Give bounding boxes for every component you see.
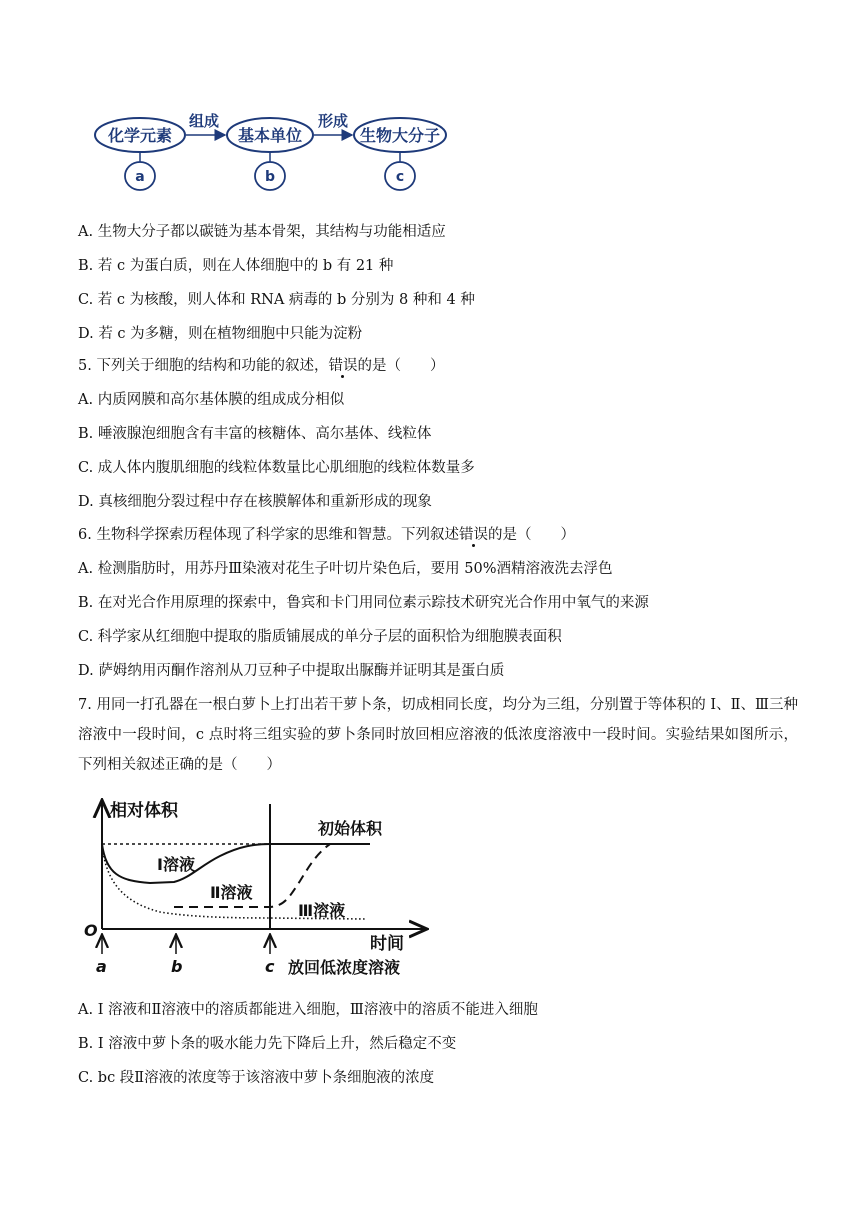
tag-b: b	[264, 169, 276, 185]
series-III-label: Ⅲ溶液	[298, 901, 346, 920]
q7-option-c: C. bc 段Ⅱ溶液的浓度等于该溶液中萝卜条细胞液的浓度	[78, 1070, 435, 1086]
concept-flow-diagram	[88, 108, 458, 198]
tick-a: a	[96, 957, 107, 976]
arrow-label-2: 形成	[317, 112, 349, 130]
q5-stem	[78, 356, 444, 376]
q5-stem-end: 的是（ ）	[357, 358, 445, 374]
series-I-label: I溶液	[157, 855, 195, 874]
y-axis-label: 相对体积	[110, 801, 178, 821]
node-label-a: 化学元素	[107, 126, 173, 145]
q5-option-b: B. 唾液腺泡细胞含有丰富的核糖体、高尔基体、线粒体	[78, 426, 432, 442]
q4-option-d: D. 若 c 为多糖，则在植物细胞中只能为淀粉	[78, 326, 363, 342]
q6-option-b: B. 在对光合作用原理的探索中，鲁宾和卡门用同位素示踪技术研究光合作用中氧气的来源	[78, 595, 649, 611]
tag-c: c	[395, 169, 405, 185]
q4-option-b: B. 若 c 为蛋白质，则在人体细胞中的 b 有 21 种	[78, 258, 394, 274]
initial-volume-label: 初始体积	[318, 819, 383, 838]
q4-option-c: C. 若 c 为核酸，则人体和 RNA 病毒的 b 分别为 8 种和 4 种	[78, 292, 475, 308]
node-label-c: 生物大分子	[359, 126, 441, 145]
tick-b: b	[171, 957, 183, 976]
tick-c: c	[265, 957, 275, 976]
volume-time-chart	[80, 796, 440, 986]
q6-option-d: D. 萨姆纳用丙酮作溶剂从刀豆种子中提取出脲酶并证明其是蛋白质	[78, 663, 505, 679]
q6-stem-end: 的是（ ）	[487, 527, 575, 543]
q6-stem	[78, 525, 575, 545]
q5-stem-text: 5. 下列关于细胞的结构和功能的叙述，	[78, 358, 329, 374]
q6-stem-text: 6. 生物科学探索历程体现了科学家的思维和智慧。下列叙述	[78, 527, 459, 543]
x-axis-label: 时间	[370, 934, 404, 954]
q5-emphasis: 错误	[328, 358, 358, 374]
arrow-label-1: 组成	[188, 112, 220, 130]
q7-option-b: B. I 溶液中萝卜条的吸水能力先下降后上升，然后稳定不变	[78, 1036, 457, 1052]
node-label-b: 基本单位	[237, 126, 303, 145]
origin-label: O	[84, 921, 98, 940]
q7-stem: 7. 用同一打孔器在一根白萝卜上打出若干萝卜条，切成相同长度，均分为三组，分别置于等体积的 I、Ⅱ、Ⅲ三种溶液中一段时间，c 点时将三组实验的萝卜条同时放回相应溶液的低浓度溶液中一段时间。实验结果如图所示，下列相关叙述正确的是（ ）	[78, 697, 798, 773]
q6-option-a: A. 检测脂肪时，用苏丹Ⅲ染液对花生子叶切片染色后，要用 50%酒精溶液洗去浮色	[78, 561, 613, 577]
q6-emphasis: 错误	[458, 527, 488, 543]
q5-option-d: D. 真核细胞分裂过程中存在核膜解体和重新形成的现象	[78, 494, 432, 510]
q4-option-a: A. 生物大分子都以碳链为基本骨架，其结构与功能相适应	[78, 224, 446, 240]
c-note: 放回低浓度溶液	[288, 958, 401, 977]
q5-option-c: C. 成人体内腹肌细胞的线粒体数量比心肌细胞的线粒体数量多	[78, 460, 475, 476]
q7-option-a: A. I 溶液和Ⅱ溶液中的溶质都能进入细胞，Ⅲ溶液中的溶质不能进入细胞	[78, 1002, 538, 1018]
q6-option-c: C. 科学家从红细胞中提取的脂质铺展成的单分子层的面积恰为细胞膜表面积	[78, 629, 562, 645]
q5-option-a: A. 内质网膜和高尔基体膜的组成成分相似	[78, 392, 345, 408]
series-II-label: Ⅱ溶液	[210, 883, 253, 902]
tag-a: a	[135, 169, 145, 185]
